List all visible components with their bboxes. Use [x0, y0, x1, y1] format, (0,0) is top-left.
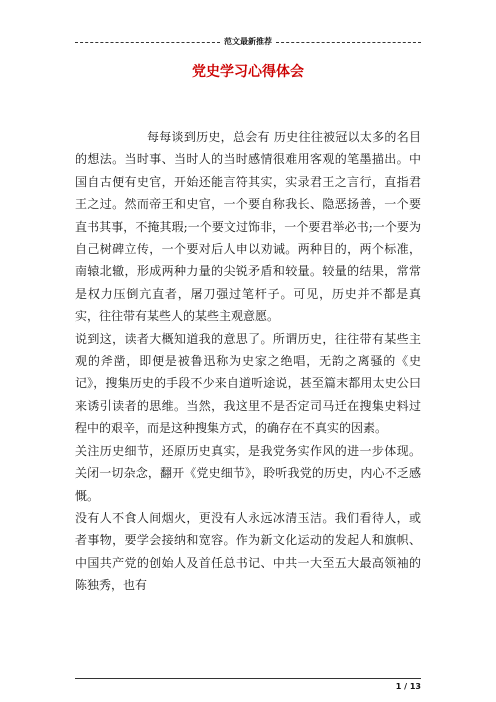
document-title: 党史学习心得体会 — [192, 64, 304, 80]
page-header — [75, 36, 421, 48]
header-dashed-line-left — [75, 42, 220, 43]
paragraph-2: 说到这，读者大概知道我的意思了。所谓历史，往往带有某些主观的斧凿，即便是被鲁迅称为史家之绝唱，无韵之离骚的《史记》，搜集历史的手段不少来自道听途说，甚至篇末都用太史公曰来诱引读者的思维。当然，我这里不是否定司马迁在搜集史料过程中的艰辛，而是这种搜集方式，的确存在不真实的因素。 — [75, 331, 421, 436]
paragraph-1: 每每谈到历史，总会有 历史往往被冠以太多的名目的想法。当时事、当时人的当时感情很难用客观的笔墨描出。中国自古便有史官，开始还能言符其实，实录君王之言行，直指君王之过。然而帝王和史官，一个要自称我长、隐恶扬善，一个要直书其事，不掩其瑕;一个要文过饰非，一个要君举必书;一个要为自己树碑立传，一个要对后人申以劝诫。两种目的，两个标准，南辕北辙，形成两种力量的尖锐矛盾和较量。较量的结果，常常是权力压倒亢直者，屠刀强过笔杆子。可见，历史并不都是真实，往往带有某些人的某些主观意愿。 — [75, 130, 421, 324]
page-number: 1 / 13 — [395, 682, 421, 691]
header-label: 范文最新推荐 — [224, 37, 272, 46]
footer-divider — [75, 678, 421, 679]
paragraph-4: 没有人不食人间烟火，更没有人永远冰清玉洁。我们看待人，或者事物，要学会接纳和宽容。作为新文化运动的发起人和旗帜、中国共产党的创始人及首任总书记、中共一大至五大最高领袖的陈独秀，也有 — [75, 510, 421, 593]
document-body — [75, 126, 421, 597]
paragraph-3: 关注历史细节，还原历史真实，是我党务实作风的进一步体现。关闭一切杂念，翻开《党史细节》，聆听我党的历史，内心不乏感慨。 — [75, 443, 421, 503]
header-dashed-line-right — [276, 42, 421, 43]
